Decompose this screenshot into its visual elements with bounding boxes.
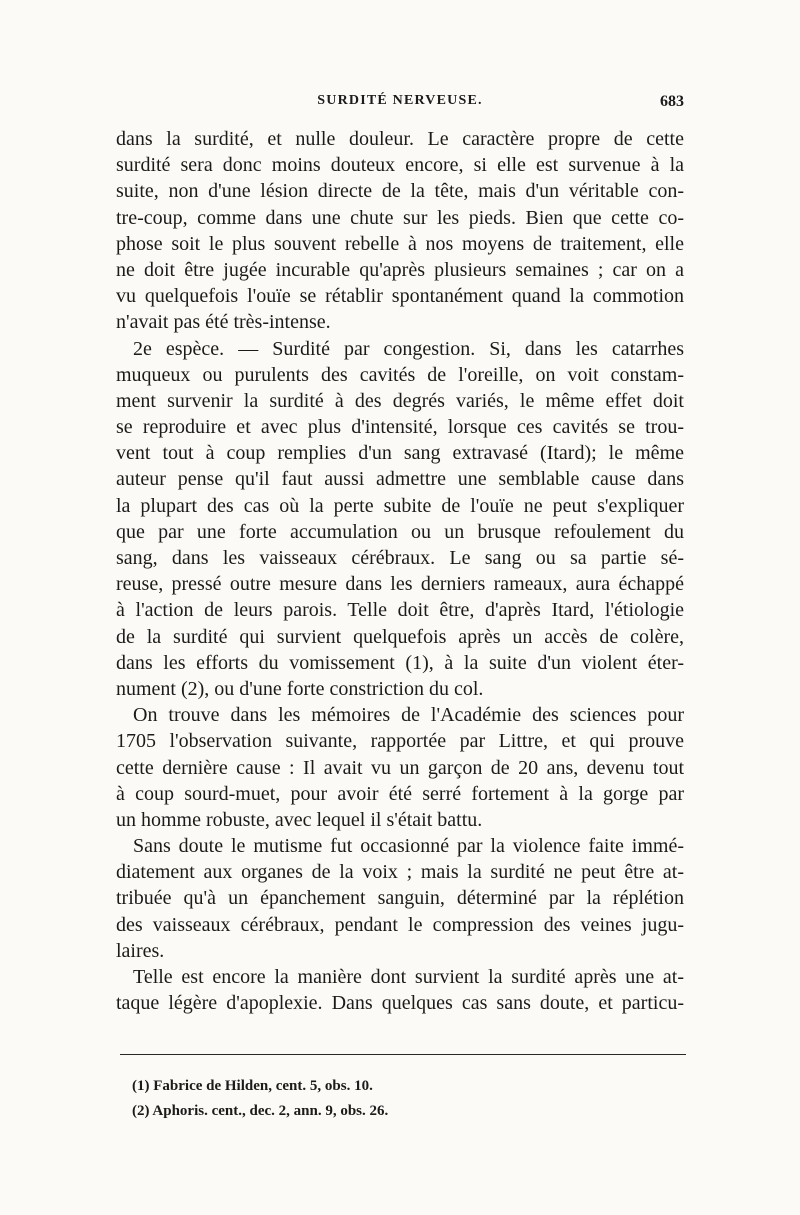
text-line: surdité sera donc moins douteux encore, si elle est survenue à la xyxy=(116,154,684,177)
text-line: n'avait pas été très-intense. xyxy=(116,311,331,334)
text-line: 1705 l'observation suivante, rapportée par Littre, et qui prouve xyxy=(116,730,684,753)
text-line: Sans doute le mutisme fut occasionné par la violence faite immé- xyxy=(133,835,684,858)
text-line: se reproduire et avec plus d'intensité, lorsque ces cavités se trou- xyxy=(116,416,684,439)
text-line: de la surdité qui survient quelquefois après un accès de colère, xyxy=(116,625,684,648)
text-line: vent tout à coup remplies d'un sang extravasé (Itard); le même xyxy=(116,442,684,465)
text-line: 2e espèce. — Surdité par congestion. Si, dans les catarrhes xyxy=(133,337,684,360)
text-line: reuse, pressé outre mesure dans les derniers rameaux, aura échappé xyxy=(116,573,684,596)
text-line: tribuée qu'à un épanchement sanguin, déterminé par la réplétion xyxy=(116,887,684,910)
text-line: à coup sourd-muet, pour avoir été serré fortement à la gorge par xyxy=(116,782,684,805)
text-line: auteur pense qu'il faut aussi admettre une semblable cause dans xyxy=(116,468,684,491)
text-line: laires. xyxy=(116,939,165,962)
footnote: (2) Aphoris. cent., dec. 2, ann. 9, obs. 26. xyxy=(132,1103,389,1119)
text-line: diatement aux organes de la voix ; mais la surdité ne peut être at- xyxy=(116,861,684,884)
text-line: ment survenir la surdité à des degrés variés, le même effet doit xyxy=(116,389,684,412)
text-line: suite, non d'une lésion directe de la tête, mais d'un véritable con- xyxy=(116,180,684,203)
text-line: On trouve dans les mémoires de l'Académie des sciences pour xyxy=(133,704,684,727)
footnotes xyxy=(132,1074,684,1124)
text-line: cette dernière cause : Il avait vu un garçon de 20 ans, devenu tout xyxy=(116,756,684,779)
page-header xyxy=(116,93,684,119)
text-line: des vaisseaux cérébraux, pendant le compression des veines jugu- xyxy=(116,913,684,936)
text-line: que par une forte accumulation ou un brusque refoulement du xyxy=(116,520,684,543)
page-number: 683 xyxy=(660,93,684,110)
text-line: sang, dans les vaisseaux cérébraux. Le sang ou sa partie sé- xyxy=(116,547,684,569)
text-line: dans les efforts du vomissement (1), à la suite d'un violent éter- xyxy=(116,651,684,674)
text-line: Telle est encore la manière dont survient la surdité après une at- xyxy=(133,966,684,988)
text-line: ne doit être jugée incurable qu'après plusieurs semaines ; car on a xyxy=(116,258,684,281)
text-line: à l'action de leurs parois. Telle doit être, d'après Itard, l'étiologie xyxy=(116,599,684,622)
footnote: (1) Fabrice de Hilden, cent. 5, obs. 10. xyxy=(132,1078,373,1094)
text-line: phose soit le plus souvent rebelle à nos moyens de traitement, elle xyxy=(116,232,684,255)
text-line: taque légère d'apoplexie. Dans quelques cas sans doute, et particu- xyxy=(116,992,684,1015)
text-line: la plupart des cas où la perte subite de l'ouïe ne peut s'expliquer xyxy=(116,494,684,517)
text-line: un homme robuste, avec lequel il s'était battu. xyxy=(116,808,483,831)
body-text xyxy=(116,126,684,1016)
running-title: SURDITÉ NERVEUSE. xyxy=(317,93,483,108)
text-line: muqueux ou purulents des cavités de l'oreille, on voit constam- xyxy=(116,363,684,386)
footnote-rule xyxy=(120,1054,686,1055)
text-line: tre-coup, comme dans une chute sur les pieds. Bien que cette co- xyxy=(116,206,684,229)
text-line: nument (2), ou d'une forte constriction du col. xyxy=(116,677,484,700)
text-line: dans la surdité, et nulle douleur. Le caractère propre de cette xyxy=(116,128,684,150)
text-line: vu quelquefois l'ouïe se rétablir spontanément quand la commotion xyxy=(116,285,684,308)
